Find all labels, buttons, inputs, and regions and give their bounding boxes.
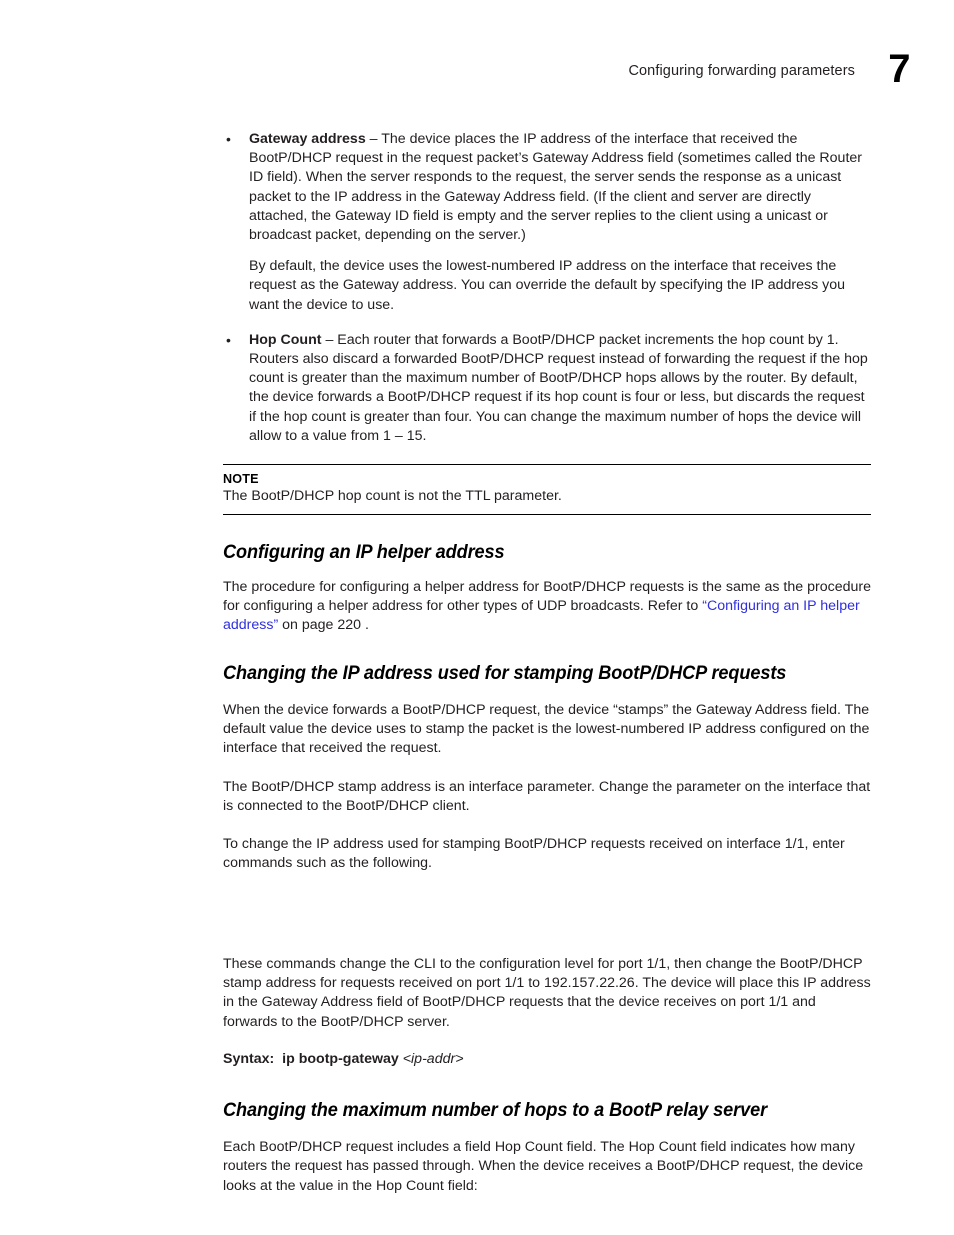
spacer <box>223 446 871 464</box>
bullet-continuation-paragraph: By default, the device uses the lowest-numbered IP address on the interface that receives the request as the Gateway address. You can override the default by specifying the IP address you want the device to use. <box>249 258 845 313</box>
section-heading-changing-max-hops: Changing the maximum number of hops to a BootP relay server <box>223 1099 768 1122</box>
spacer <box>223 1122 871 1138</box>
spacer <box>223 817 871 835</box>
command-example-block <box>223 873 871 933</box>
spacer <box>223 564 871 578</box>
page-header <box>0 47 954 102</box>
bullet-marker: • <box>226 131 231 147</box>
note-text: The BootP/DHCP hop count is not the TTL parameter. <box>223 488 562 505</box>
spacer <box>223 636 871 662</box>
spacer <box>223 245 871 257</box>
bullet-term: Gateway address <box>249 131 366 147</box>
note-label: NOTE <box>223 472 259 487</box>
note-box <box>223 464 871 515</box>
section-heading-configuring-ip-helper-address: Configuring an IP helper address <box>223 541 505 564</box>
paragraph <box>223 578 871 636</box>
spacer <box>223 933 871 955</box>
cross-reference-link[interactable]: “Configuring an IP helper address” <box>223 598 860 634</box>
bullet-text: The device places the IP address of the interface that received the BootP/DHCP request in the request packet’s Gateway Address field (sometimes called the Router ID field). When the server responds to the request, the server sends the response as a unicast packet to the IP address in the Gateway Address field. (If the client and server are directly attached, the Gateway ID field is empty and the server replies to the client using a unicast or broadcast packet, depending on the server.) <box>249 131 862 244</box>
paragraph: To change the IP address used for stamping BootP/DHCP requests received on interface 1/1, enter commands such as the following. <box>223 835 845 871</box>
cross-reference-suffix: on page 220 . <box>278 617 369 634</box>
spacer <box>223 515 871 541</box>
paragraph-text: The procedure for configuring a helper address for BootP/DHCP requests is the same as the procedure for configuring a helper address for other types of UDP broadcasts. Refer to <box>223 579 871 615</box>
bullet-term: Hop Count <box>249 331 322 348</box>
spacer <box>223 685 871 701</box>
paragraph: When the device forwards a BootP/DHCP request, the device “stamps” the Gateway Address field. The default value the device uses to stamp the packet is the lowest-numbered IP address configured on the interface that received the request. <box>223 701 870 757</box>
paragraph: Each BootP/DHCP request includes a field Hop Count field. The Hop Count field indicates how many routers the request has passed through. When the device receives a BootP/DHCP request, the device looks at the value in the Hop Count field: <box>223 1139 864 1194</box>
parameter-bullet-list <box>223 130 871 446</box>
bullet-marker: • <box>226 331 231 348</box>
syntax-argument: <ip-addr> <box>402 1050 464 1067</box>
paragraph: The BootP/DHCP stamp address is an interface parameter. Change the parameter on the interface that is connected to the BootP/DHCP client. <box>223 779 871 815</box>
spacer <box>223 315 871 331</box>
syntax-line <box>223 1050 871 1069</box>
spacer <box>223 758 871 778</box>
bullet-text: Each router that forwards a BootP/DHCP packet increments the hop count by 1. Routers also discard a forwarded BootP/DHCP request instead of forwarding the request if the hop count is greater than the maximum number of BootP/DHCP hops allows by the router. By default, the device forwards a BootP/DHCP request if its hop count is four or less, but discards the request if the hop count is greater than four. You can change the maximum number of hops the device will allow to a value from 1 – 15. <box>249 331 868 444</box>
syntax-label: Syntax: <box>223 1050 275 1067</box>
list-item <box>223 130 871 245</box>
spacer <box>223 1032 871 1050</box>
page-content <box>223 130 871 1196</box>
bullet-dash: – <box>321 331 338 348</box>
bullet-dash: – <box>365 131 382 147</box>
paragraph: These commands change the CLI to the configuration level for port 1/1, then change the BootP/DHCP stamp address for requests received on port 1/1 to 192.157.22.26. The device will place this IP address in the Gateway Address field of BootP/DHCP requests that the device receives on port 1/1 and forwards to the BootP/DHCP server. <box>223 956 871 1030</box>
page-number: 7 <box>888 47 910 91</box>
header-chapter-title: Configuring forwarding parameters <box>628 63 855 79</box>
list-item <box>223 331 871 446</box>
section-heading-changing-ip-address-stamping: Changing the IP address used for stamping BootP/DHCP requests <box>223 661 787 684</box>
syntax-command: ip bootp-gateway <box>282 1050 399 1067</box>
spacer <box>223 1069 871 1099</box>
